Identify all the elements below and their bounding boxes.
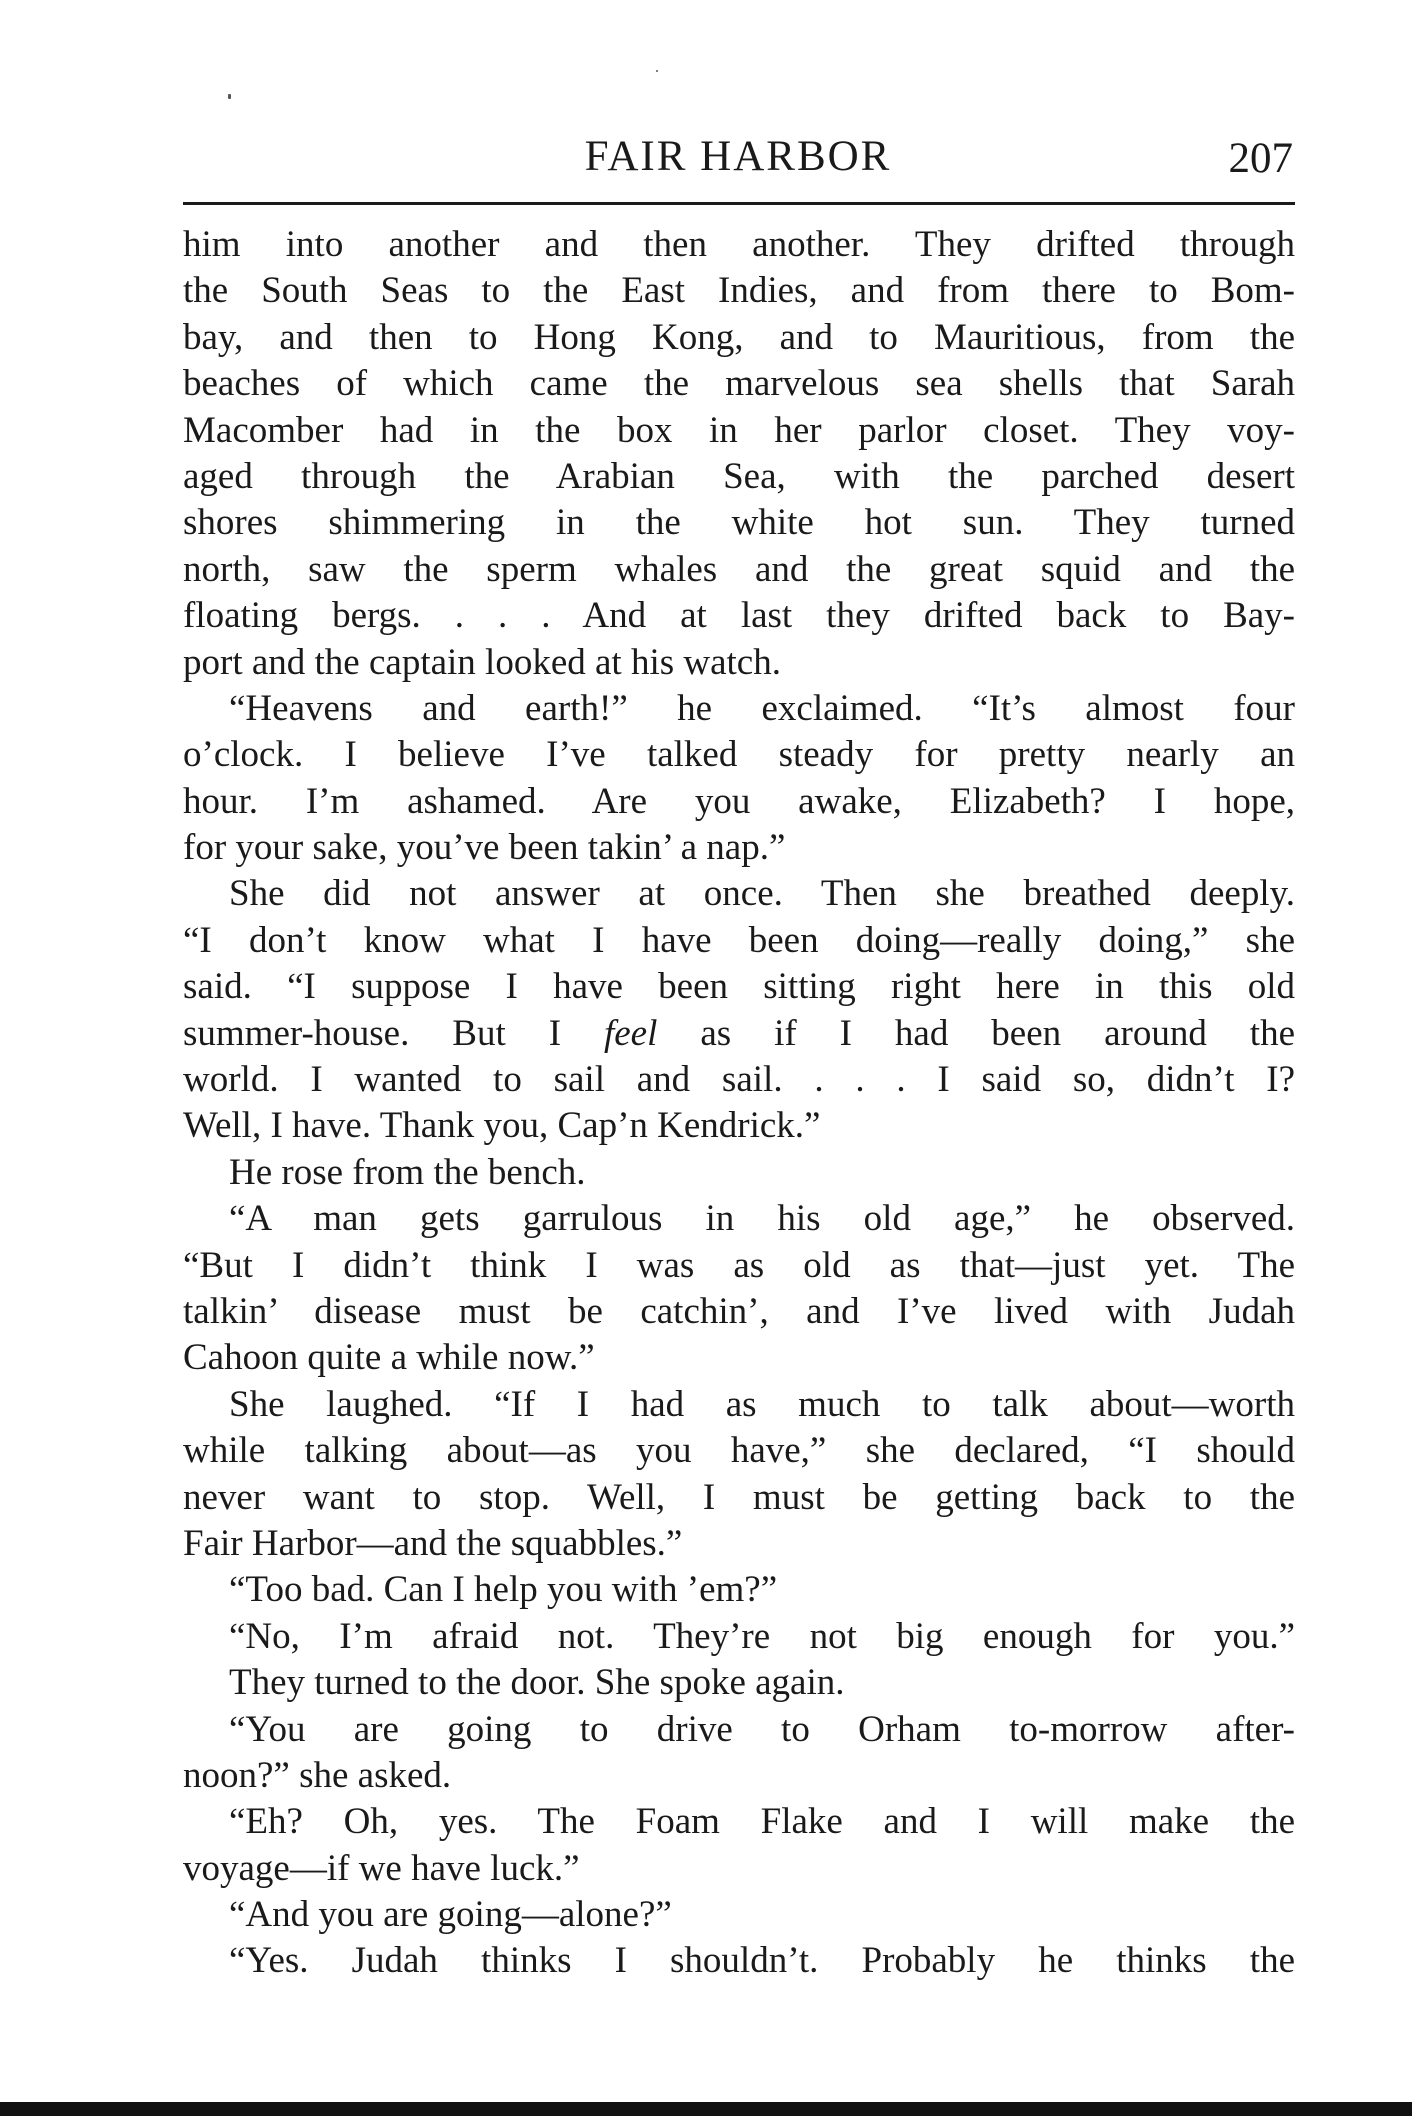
text-line: floating bergs. . . . And at last they drifted back to Bay- <box>183 595 1295 637</box>
text-line: talkin’ disease must be catchin’, and I’ve lived with Judah <box>183 1290 1295 1332</box>
text-line: him into another and then another. They drifted through <box>183 224 1295 265</box>
text-line: hour. I’m ashamed. Are you awake, Elizabeth? I hope, <box>183 780 1295 822</box>
running-header <box>183 124 1293 194</box>
text-line: Macomber had in the box in her parlor closet. They voy- <box>183 409 1295 451</box>
text-line: bay, and then to Hong Kong, and to Mauritious, from the <box>183 316 1295 358</box>
text-line: Cahoon quite a while now.” <box>183 1337 595 1379</box>
text-line: He rose from the bench. <box>229 1151 586 1193</box>
text-line: while talking about—as you have,” she declared, “I should <box>183 1430 1295 1472</box>
text-line: for your sake, you’ve been takin’ a nap.” <box>183 827 786 869</box>
text-line: Fair Harbor—and the squabbles.” <box>183 1522 683 1564</box>
text-line: north, saw the sperm whales and the great squid and the <box>183 548 1295 590</box>
text-line: aged through the Arabian Sea, with the parched desert <box>183 455 1295 497</box>
text-line: never want to stop. Well, I must be getting back to the <box>183 1476 1295 1518</box>
text-line: noon?” she asked. <box>183 1754 452 1796</box>
text-line: “I don’t know what I have been doing—really doing,” she <box>183 919 1295 961</box>
text-line: “No, I’m afraid not. They’re not big enough for you.” <box>229 1615 1295 1657</box>
text-line: said. “I suppose I have been sitting right here in this old <box>183 966 1295 1008</box>
text-line: “Yes. Judah thinks I shouldn’t. Probably he thinks the <box>229 1940 1295 1982</box>
text-line: She did not answer at once. Then she breathed deeply. <box>229 873 1295 915</box>
page-bottom-edge <box>0 2102 1412 2116</box>
text-line: They turned to the door. She spoke again. <box>229 1662 845 1704</box>
text-line: port and the captain looked at his watch. <box>183 641 781 683</box>
text-line: world. I wanted to sail and sail. . . . I said so, didn’t I? <box>183 1059 1295 1101</box>
scan-speck <box>228 94 231 99</box>
text-line: shores shimmering in the white hot sun. They turned <box>183 502 1295 544</box>
text-line: “A man gets garrulous in his old age,” he observed. <box>229 1198 1295 1240</box>
text-line: “But I didn’t think I was as old as that—just yet. The <box>183 1244 1295 1286</box>
header-rule <box>183 202 1295 205</box>
text-line: beaches of which came the marvelous sea shells that Sarah <box>183 363 1295 405</box>
text-line: summer-house. But I feel as if I had been around the <box>183 1012 1295 1054</box>
text-line: the South Seas to the East Indies, and from there to Bom- <box>183 270 1295 312</box>
page-number: 207 <box>1228 135 1293 182</box>
text-line: voyage—if we have luck.” <box>183 1847 580 1889</box>
running-title: FAIR HARBOR <box>584 133 892 180</box>
text-line: “You are going to drive to Orham to-morrow after- <box>229 1708 1295 1750</box>
emphasis: feel <box>603 1012 658 1054</box>
text-line: “And you are going—alone?” <box>229 1894 672 1936</box>
text-line: o’clock. I believe I’ve talked steady for pretty nearly an <box>183 734 1295 776</box>
scan-speck <box>656 70 658 72</box>
body-text <box>183 222 1295 1985</box>
text-line: “Heavens and earth!” he exclaimed. “It’s almost four <box>229 687 1295 729</box>
text-line: She laughed. “If I had as much to talk about—worth <box>229 1383 1295 1425</box>
text-line: “Too bad. Can I help you with ’em?” <box>229 1569 778 1611</box>
text-line: Well, I have. Thank you, Cap’n Kendrick.” <box>183 1105 821 1147</box>
text-line: “Eh? Oh, yes. The Foam Flake and I will make the <box>229 1801 1295 1843</box>
